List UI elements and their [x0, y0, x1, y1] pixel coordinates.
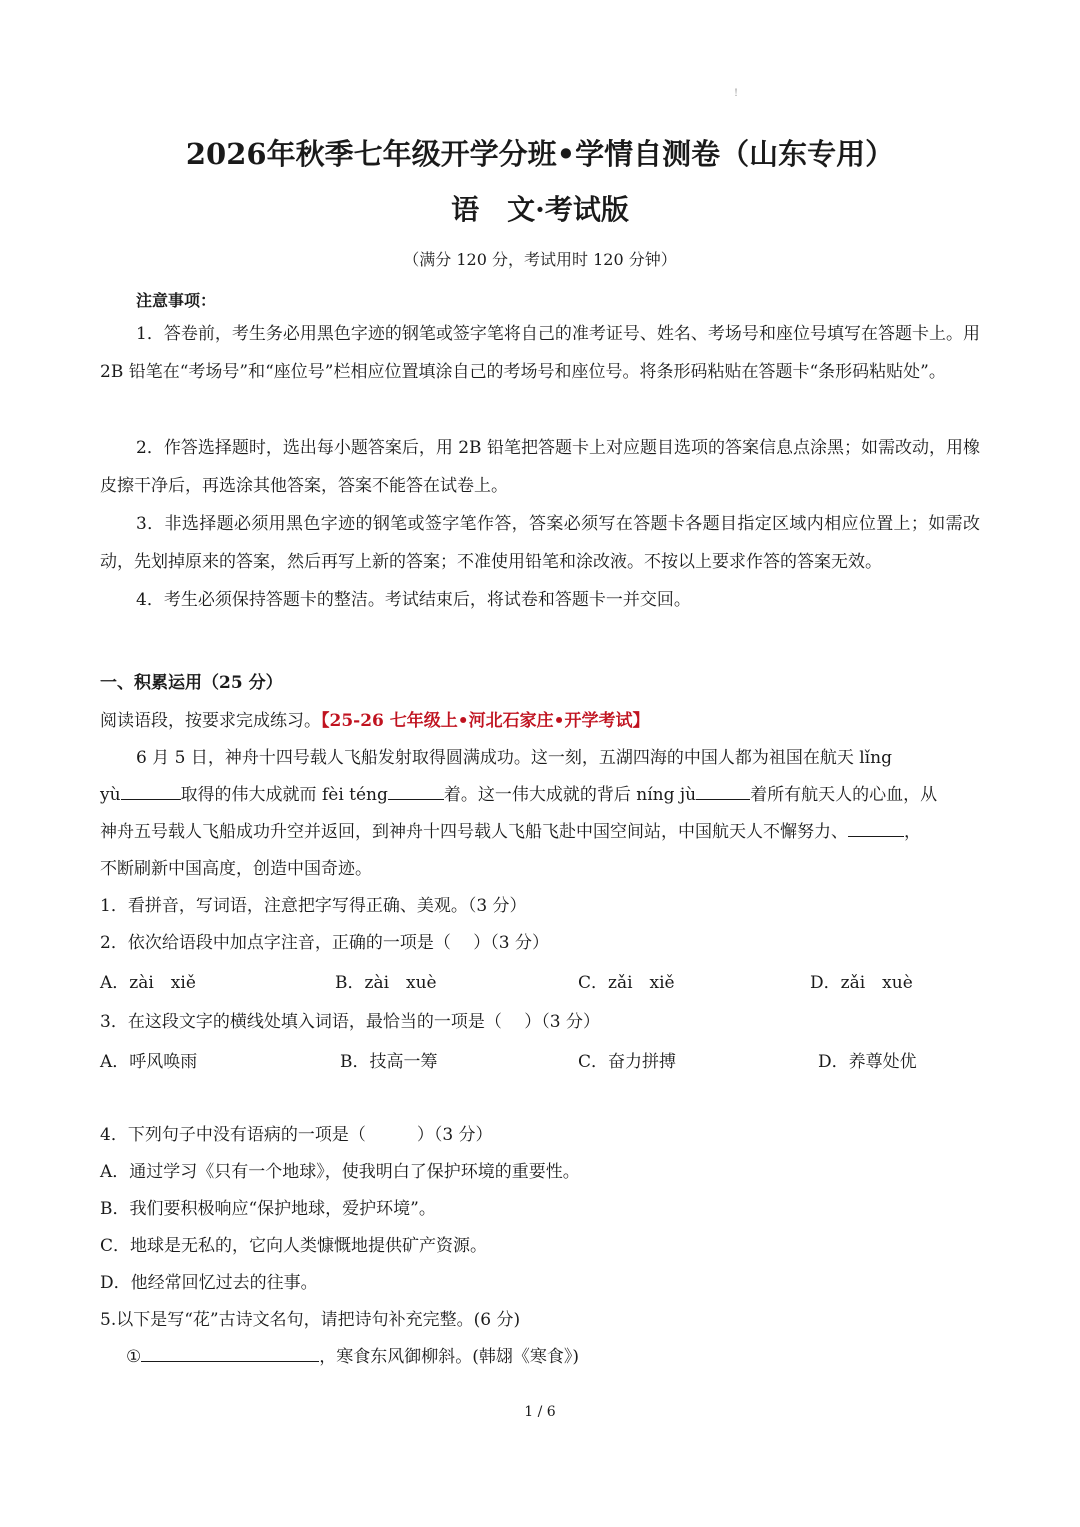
answer-blank-1[interactable]: [121, 781, 181, 800]
notice-rule-3: 3．非选择题必须用黑色字迹的钢笔或签字笔作答，答案必须写在答题卡各题目指定区域内相应位置上；如需改动，先划掉原来的答案，然后再写上新的答案；不准使用铅笔和涂改液。不按以上要求作答的答案无效。: [100, 514, 980, 572]
exam-subtitle: 语 文·考试版: [451, 193, 629, 226]
q4-option-c[interactable]: C．地球是无私的，它向人类慷慨地提供矿产资源。: [100, 1236, 488, 1256]
q2-option-d[interactable]: D．zǎi xuè: [810, 973, 913, 993]
answer-blank-2[interactable]: [388, 781, 444, 800]
passage-line-2: [100, 780, 937, 805]
full-score-note: （满分 120 分，考试用时 120 分钟）: [403, 250, 677, 269]
q3-option-a[interactable]: A．呼风唤雨: [100, 1052, 198, 1072]
pinyin-lingyu-tail: yù: [100, 785, 121, 805]
page-number: 1 / 6: [524, 1404, 556, 1420]
reading-intro: 阅读语段，按要求完成练习。: [100, 711, 321, 731]
section-heading: 一、积累运用（25 分）: [100, 673, 283, 693]
exam-title: 2026年秋季七年级开学分班•学情自测卷（山东专用）: [185, 137, 895, 171]
passage-segment: 神舟五号载人飞船成功升空并返回，到神舟十四号载人飞船飞赴中国空间站，中国航天人不懈努力、: [100, 822, 848, 842]
q4-option-b[interactable]: B．我们要积极响应“保护地球，爱护环境”。: [100, 1199, 436, 1219]
q4-option-a[interactable]: A．通过学习《只有一个地球》，使我明白了保护环境的重要性。: [100, 1162, 580, 1182]
item-number: ①: [126, 1347, 142, 1367]
q3-option-b[interactable]: B．技高一筹: [340, 1052, 438, 1072]
scan-mark: !: [734, 88, 739, 99]
poem-answer-blank[interactable]: [141, 1343, 319, 1362]
q3-option-c[interactable]: C．奋力拼搏: [578, 1052, 677, 1072]
q4-option-d[interactable]: D．他经常回忆过去的往事。: [100, 1273, 318, 1293]
question-3: 3．在这段文字的横线处填入词语，最恰当的一项是（ ）（3 分）: [100, 1012, 600, 1032]
q2-option-c[interactable]: C．zǎi xiě: [578, 973, 675, 993]
passage-line-3: [100, 817, 921, 842]
passage-line-1: 6 月 5 日，神舟十四号载人飞船发射取得圆满成功。这一刻，五湖四海的中国人都为祖国在航天 lǐng: [136, 748, 892, 768]
question-5: 5.以下是写“花”古诗文名句，请把诗句补充完整。(6 分): [100, 1310, 521, 1330]
passage-segment: 取得的伟大成就而 fèi téng: [180, 785, 388, 805]
answer-blank-4[interactable]: [848, 818, 904, 837]
question-2: 2．依次给语段中加点字注音，正确的一项是（ ）（3 分）: [100, 933, 549, 953]
source-tag: 【25-26 七年级上•河北石家庄•开学考试】: [321, 711, 650, 731]
passage-segment: 着所有航天人的心血，从: [750, 785, 938, 805]
reading-instruction: [100, 706, 650, 731]
notice-rule-2: 2．作答选择题时，选出每小题答案后，用 2B 铅笔把答题卡上对应题目选项的答案信息点涂黑；如需改动，用橡皮擦干净后，再选涂其他答案，答案不能答在试卷上。: [100, 438, 980, 496]
passage-line-4: 不断刷新中国高度，创造中国奇迹。: [100, 859, 372, 879]
notice-rule-4: 4．考生必须保持答题卡的整洁。考试结束后，将试卷和答题卡一并交回。: [136, 590, 691, 610]
question-4: 4．下列句子中没有语病的一项是（ ）（3 分）: [100, 1125, 493, 1145]
passage-segment: ，: [904, 822, 921, 842]
answer-blank-3[interactable]: [696, 781, 750, 800]
question-1: 1．看拼音，写词语，注意把字写得正确、美观。（3 分）: [100, 896, 527, 916]
q5-item-1: [126, 1342, 579, 1367]
poem-line-text: ，寒食东风御柳斜。(韩翃《寒食》): [319, 1347, 580, 1367]
notice-rule-1: 1．答卷前，考生务必用黑色字迹的钢笔或签字笔将自己的准考证号、姓名、考场号和座位号填写在答题卡上。用 2B 铅笔在“考场号”和“座位号”栏相应位置填涂自己的考场号和座位号。将条形码粘贴在答题卡“条形码粘贴处”。: [100, 324, 980, 382]
q2-option-b[interactable]: B．zài xuè: [335, 973, 437, 993]
q3-option-d[interactable]: D．养尊处优: [818, 1052, 917, 1072]
q2-option-a[interactable]: A．zài xiě: [100, 973, 196, 993]
passage-segment: 着。这一伟大成就的背后 níng jù: [443, 785, 697, 805]
notice-heading: 注意事项：: [136, 291, 217, 310]
